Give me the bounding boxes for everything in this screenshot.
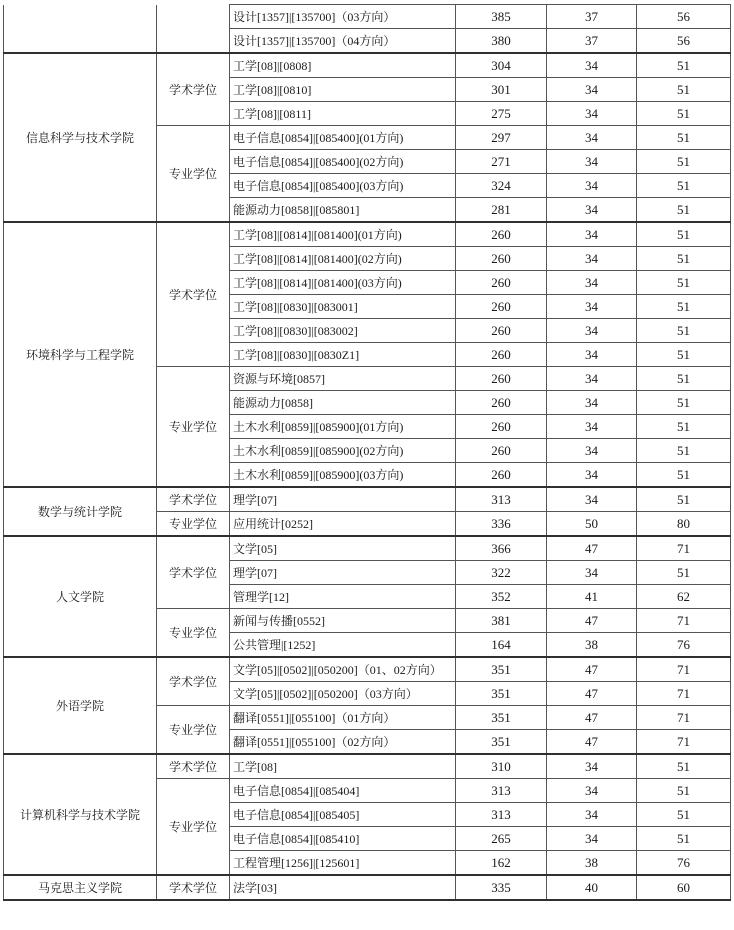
score-cell-2: 34 [547,222,637,247]
score-cell-1: 260 [456,415,547,439]
score-cell-3: 51 [637,391,731,415]
program-cell: 理学[07] [230,487,456,512]
score-cell-1: 351 [456,657,547,682]
table-row [4,53,731,78]
score-cell-3: 76 [637,851,731,876]
score-cell-2: 34 [547,126,637,150]
degree-type-cell: 专业学位 [157,126,230,223]
score-cell-1: 164 [456,633,547,658]
table-row [4,487,731,512]
table-row [4,754,731,779]
admission-scores-page [0,4,734,930]
program-cell: 管理学[12] [230,585,456,609]
score-cell-1: 380 [456,29,547,54]
degree-type-cell: 专业学位 [157,609,230,658]
score-cell-2: 34 [547,803,637,827]
score-cell-3: 51 [637,78,731,102]
program-cell: 公共管理|[1252] [230,633,456,658]
program-cell: 工学[08]|[0814]|[081400](02方向) [230,247,456,271]
score-cell-3: 51 [637,487,731,512]
score-cell-1: 265 [456,827,547,851]
score-cell-1: 385 [456,5,547,29]
table-row [4,222,731,247]
degree-type-cell: 学术学位 [157,657,230,706]
college-cell: 计算机科学与技术学院 [4,754,157,875]
college-cell: 信息科学与技术学院 [4,53,157,222]
score-cell-1: 352 [456,585,547,609]
score-cell-2: 34 [547,415,637,439]
score-cell-1: 313 [456,487,547,512]
program-cell: 工学[08]|[0811] [230,102,456,126]
score-cell-1: 313 [456,779,547,803]
score-cell-2: 34 [547,779,637,803]
score-cell-2: 47 [547,609,637,633]
program-cell: 电子信息[0854]|[085400](03方向) [230,174,456,198]
score-cell-2: 34 [547,53,637,78]
program-cell: 工学[08] [230,754,456,779]
scores-table [3,4,731,901]
score-cell-2: 34 [547,343,637,367]
score-cell-3: 51 [637,126,731,150]
degree-type-cell: 学术学位 [157,754,230,779]
score-cell-1: 301 [456,78,547,102]
score-cell-2: 38 [547,851,637,876]
score-cell-3: 71 [637,536,731,561]
score-cell-2: 34 [547,198,637,223]
score-cell-3: 51 [637,222,731,247]
score-cell-2: 38 [547,633,637,658]
program-cell: 电子信息[0854]|[085410] [230,827,456,851]
score-cell-3: 51 [637,174,731,198]
score-cell-2: 34 [547,78,637,102]
score-cell-3: 62 [637,585,731,609]
program-cell: 设计[1357]|[135700]（04方向） [230,29,456,54]
score-cell-2: 34 [547,561,637,585]
program-cell: 翻译[0551]|[055100]（02方向） [230,730,456,755]
score-cell-1: 351 [456,682,547,706]
college-cell: 数学与统计学院 [4,487,157,536]
degree-type-cell: 专业学位 [157,779,230,876]
score-cell-1: 162 [456,851,547,876]
score-cell-3: 51 [637,271,731,295]
program-cell: 文学[05] [230,536,456,561]
program-cell: 工学[08]|[0830]|[0830Z1] [230,343,456,367]
program-cell: 电子信息[0854]|[085400](01方向) [230,126,456,150]
score-cell-1: 281 [456,198,547,223]
score-cell-2: 34 [547,391,637,415]
program-cell: 工学[08]|[0808] [230,53,456,78]
program-cell: 工学[08]|[0830]|[083002] [230,319,456,343]
degree-type-cell: 专业学位 [157,512,230,537]
score-cell-3: 51 [637,102,731,126]
program-cell: 资源与环境[0857] [230,367,456,391]
program-cell: 理学[07] [230,561,456,585]
score-cell-3: 71 [637,682,731,706]
score-cell-1: 260 [456,247,547,271]
score-cell-2: 40 [547,875,637,900]
score-cell-1: 260 [456,391,547,415]
table-row [4,657,731,682]
program-cell: 电子信息[0854]|[085404] [230,779,456,803]
score-cell-3: 51 [637,754,731,779]
degree-type-cell [157,5,230,54]
score-cell-3: 60 [637,875,731,900]
degree-type-cell: 学术学位 [157,222,230,367]
score-cell-2: 47 [547,730,637,755]
program-cell: 电子信息[0854]|[085400](02方向) [230,150,456,174]
score-cell-2: 34 [547,271,637,295]
program-cell: 应用统计[0252] [230,512,456,537]
score-cell-3: 51 [637,150,731,174]
score-cell-1: 260 [456,367,547,391]
score-cell-2: 47 [547,706,637,730]
degree-type-cell: 学术学位 [157,875,230,900]
score-cell-1: 260 [456,319,547,343]
degree-type-cell: 专业学位 [157,706,230,755]
score-cell-1: 275 [456,102,547,126]
score-cell-2: 47 [547,657,637,682]
score-cell-3: 71 [637,609,731,633]
score-cell-3: 51 [637,463,731,488]
score-cell-1: 322 [456,561,547,585]
degree-type-cell: 学术学位 [157,53,230,126]
score-cell-3: 51 [637,343,731,367]
score-cell-1: 260 [456,439,547,463]
table-row [4,536,731,561]
program-cell: 工学[08]|[0830]|[083001] [230,295,456,319]
program-cell: 新闻与传播[0552] [230,609,456,633]
score-cell-1: 324 [456,174,547,198]
score-cell-2: 34 [547,319,637,343]
score-cell-3: 51 [637,295,731,319]
score-cell-1: 297 [456,126,547,150]
score-cell-2: 37 [547,5,637,29]
score-cell-3: 51 [637,779,731,803]
college-cell: 环境科学与工程学院 [4,222,157,487]
score-cell-3: 51 [637,439,731,463]
score-cell-3: 51 [637,247,731,271]
score-cell-2: 47 [547,682,637,706]
program-cell: 设计[1357]|[135700]（03方向） [230,5,456,29]
score-cell-1: 260 [456,222,547,247]
score-cell-3: 51 [637,53,731,78]
score-cell-2: 34 [547,150,637,174]
program-cell: 文学[05]|[0502]|[050200]（03方向） [230,682,456,706]
score-cell-3: 56 [637,29,731,54]
score-cell-1: 304 [456,53,547,78]
score-cell-3: 51 [637,198,731,223]
score-cell-2: 34 [547,463,637,488]
scores-table-body [4,5,731,901]
score-cell-1: 366 [456,536,547,561]
score-cell-1: 351 [456,730,547,755]
score-cell-2: 34 [547,487,637,512]
program-cell: 文学[05]|[0502]|[050200]（01、02方向） [230,657,456,682]
score-cell-3: 51 [637,803,731,827]
score-cell-3: 51 [637,561,731,585]
score-cell-3: 51 [637,367,731,391]
program-cell: 能源动力[0858]|[085801] [230,198,456,223]
score-cell-1: 351 [456,706,547,730]
score-cell-3: 71 [637,706,731,730]
score-cell-1: 260 [456,295,547,319]
table-row [4,5,731,29]
score-cell-2: 34 [547,754,637,779]
program-cell: 土木水利[0859]|[085900](01方向) [230,415,456,439]
score-cell-1: 260 [456,343,547,367]
score-cell-1: 310 [456,754,547,779]
score-cell-3: 71 [637,657,731,682]
score-cell-2: 34 [547,295,637,319]
score-cell-1: 313 [456,803,547,827]
score-cell-1: 335 [456,875,547,900]
table-row [4,875,731,900]
score-cell-2: 34 [547,247,637,271]
program-cell: 土木水利[0859]|[085900](03方向) [230,463,456,488]
score-cell-2: 34 [547,102,637,126]
program-cell: 工学[08]|[0814]|[081400](01方向) [230,222,456,247]
score-cell-2: 41 [547,585,637,609]
program-cell: 工学[08]|[0814]|[081400](03方向) [230,271,456,295]
score-cell-2: 34 [547,827,637,851]
score-cell-3: 56 [637,5,731,29]
program-cell: 土木水利[0859]|[085900](02方向) [230,439,456,463]
program-cell: 法学[03] [230,875,456,900]
score-cell-2: 37 [547,29,637,54]
score-cell-2: 34 [547,174,637,198]
score-cell-2: 50 [547,512,637,537]
score-cell-3: 76 [637,633,731,658]
score-cell-3: 51 [637,415,731,439]
college-cell: 马克思主义学院 [4,875,157,900]
program-cell: 翻译[0551]|[055100]（01方向） [230,706,456,730]
score-cell-3: 51 [637,319,731,343]
program-cell: 工程管理[1256]|[125601] [230,851,456,876]
program-cell: 能源动力[0858] [230,391,456,415]
degree-type-cell: 学术学位 [157,487,230,512]
score-cell-1: 271 [456,150,547,174]
program-cell: 电子信息[0854]|[085405] [230,803,456,827]
score-cell-3: 80 [637,512,731,537]
score-cell-1: 381 [456,609,547,633]
college-cell [4,5,157,54]
score-cell-1: 260 [456,271,547,295]
score-cell-3: 71 [637,730,731,755]
score-cell-1: 336 [456,512,547,537]
degree-type-cell: 专业学位 [157,367,230,488]
college-cell: 外语学院 [4,657,157,754]
score-cell-1: 260 [456,463,547,488]
college-cell: 人文学院 [4,536,157,657]
score-cell-2: 34 [547,439,637,463]
program-cell: 工学[08]|[0810] [230,78,456,102]
score-cell-2: 34 [547,367,637,391]
degree-type-cell: 学术学位 [157,536,230,609]
score-cell-2: 47 [547,536,637,561]
score-cell-3: 51 [637,827,731,851]
